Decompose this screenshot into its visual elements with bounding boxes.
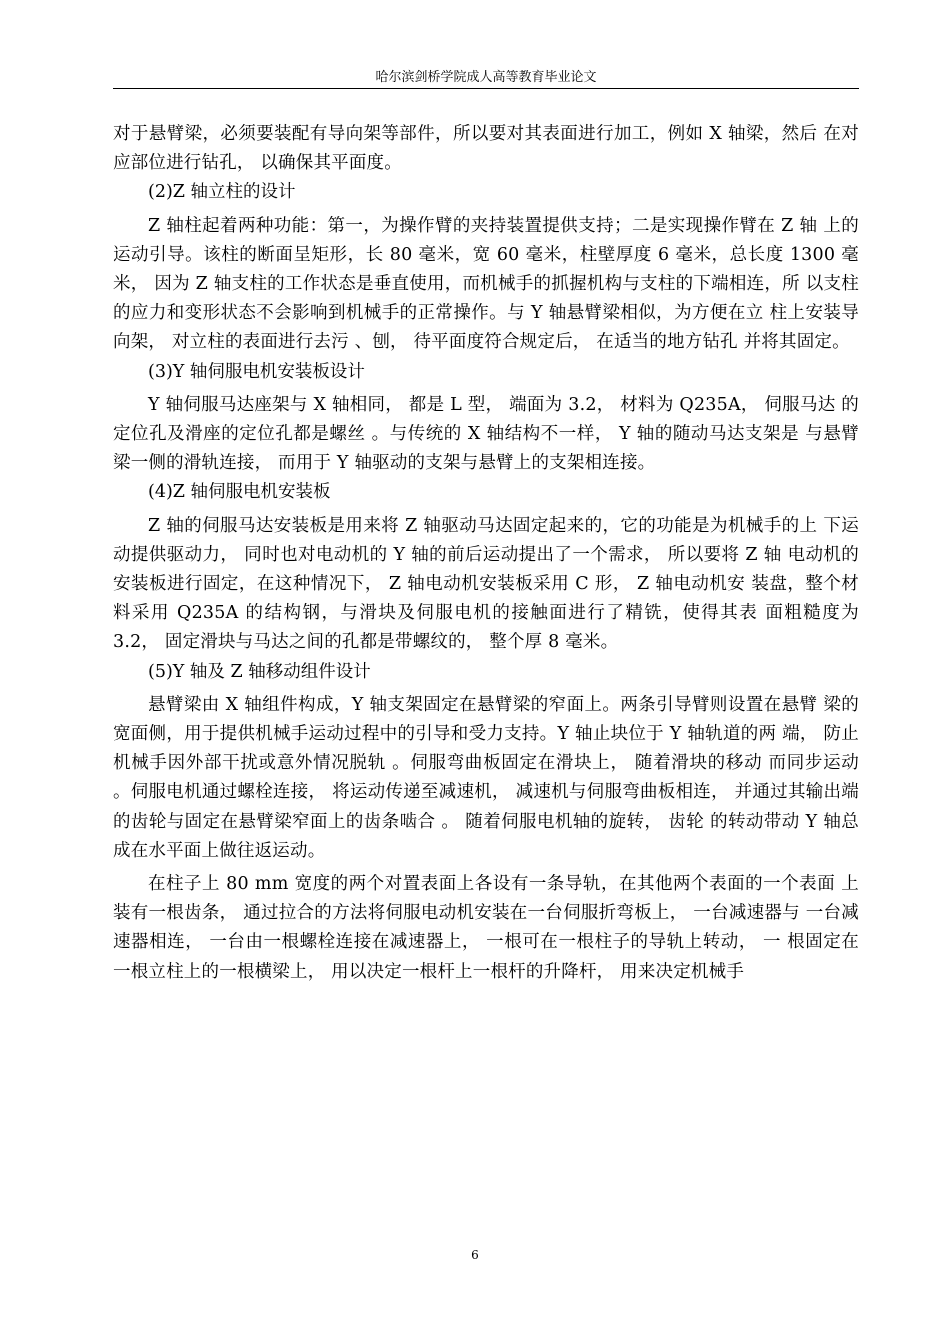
section-heading-z-column: (2)Z 轴立柱的设计 — [148, 182, 296, 203]
paragraph-z-servo-plate: Z 轴的伺服马达安装板是用来将 Z 轴驱动马达固定起来的，它的功能是为机械手的上 下运动提供驱动力， 同时也对电动机的 Y 轴的前后运动提出了一个需求， 所以要将 Z 轴 电动机的安装板进行固定，在这种情况下， Z 轴电动机安装板采用 C 形， Z 轴电动机安 装盘，整个材料采用 Q235A 的结构钢，与滑块及伺服电机的接触面进行了精铣，使得其表 面粗糙度为 3.2， 固定滑块与马达之间的孔都是带螺纹的， 整个厚 8 毫米。 — [113, 515, 859, 653]
paragraph-z-column: Z 轴柱起着两种功能：第一，为操作臂的夹持装置提供支持；二是实现操作臂在 Z 轴 上的运动引导。该柱的断面呈矩形，长 80 毫米，宽 60 毫米，柱壁厚度 6 毫米，总长度 1300 毫米， 因为 Z 轴支柱的工作状态是垂直使用，而机械手的抓握机构与支柱的下端相连，所 以支柱的应力和变形状态不会影响到机械手的正常操作。与 Y 轴悬臂梁相似，为方便在立 柱上安装导向架， 对立柱的表面进行去污 、刨， 待平面度符合规定后， 在适当的地方钻孔 并将其固定。 — [113, 215, 859, 353]
paragraph-yz-components: 悬臂梁由 X 轴组件构成，Y 轴支架固定在悬臂梁的窄面上。两条引导臂则设置在悬臂 梁的宽面侧，用于提供机械手运动过程中的引导和受力支持。Y 轴止块位于 Y 轴轨道的两 端， 防止机械手因外部干扰或意外情况脱轨 。伺服弯曲板固定在滑块上， 随着滑块的移动 而同步运动 。伺服电机通过螺栓连接， 将运动传递至减速机， 减速机与伺服弯曲板相连， 并通过其输出端的齿轮与固定在悬臂梁窄面上的齿条啮合 。 随着伺服电机轴的旋转， 齿轮 的转动带动 Y 轴总成在水平面上做往返运动。 — [113, 694, 859, 861]
page-number: 6 — [471, 1248, 479, 1262]
paragraph-cantilever-continued: 对于悬臂梁，必须要装配有导向架等部件，所以要对其表面进行加工，例如 X 轴梁，然后 在对应部位进行钻孔， 以确保其平面度。 — [113, 124, 859, 174]
paragraph-y-servo-plate: Y 轴伺服马达座架与 X 轴相同， 都是 L 型， 端面为 3.2， 材料为 Q235A， 伺服马达 的定位孔及滑座的定位孔都是螺丝 。与传统的 X 轴结构不一样， Y 轴的随动马达支架是 与悬臂梁一侧的滑轨连接， 而用于 Y 轴驱动的支架与悬臂上的支架相连接。 — [113, 394, 859, 474]
body-text — [113, 120, 859, 987]
section-heading-y-servo-plate: (3)Y 轴伺服电机安装板设计 — [148, 361, 365, 382]
section-heading-z-servo-plate: (4)Z 轴伺服电机安装板 — [148, 482, 331, 503]
header-divider — [113, 88, 859, 89]
running-header: 哈尔滨剑桥学院成人高等教育毕业论文 — [375, 70, 597, 85]
section-heading-yz-components: (5)Y 轴及 Z 轴移动组件设计 — [148, 661, 371, 682]
paragraph-column-guide-rails: 在柱子上 80 mm 宽度的两个对置表面上各设有一条导轨，在其他两个表面的一个表面 上装有一根齿条， 通过拉合的方法将伺服电动机安装在一台伺服折弯板上， 一台减速器与 一台减速器相连， 一台由一根螺栓连接在减速器上， 一根可在一根柱子的导轨上转动， 一 根固定在一根立柱上的一根横梁上， 用以决定一根杆上一根杆的升降杆， 用来决定机械手 — [113, 874, 859, 982]
